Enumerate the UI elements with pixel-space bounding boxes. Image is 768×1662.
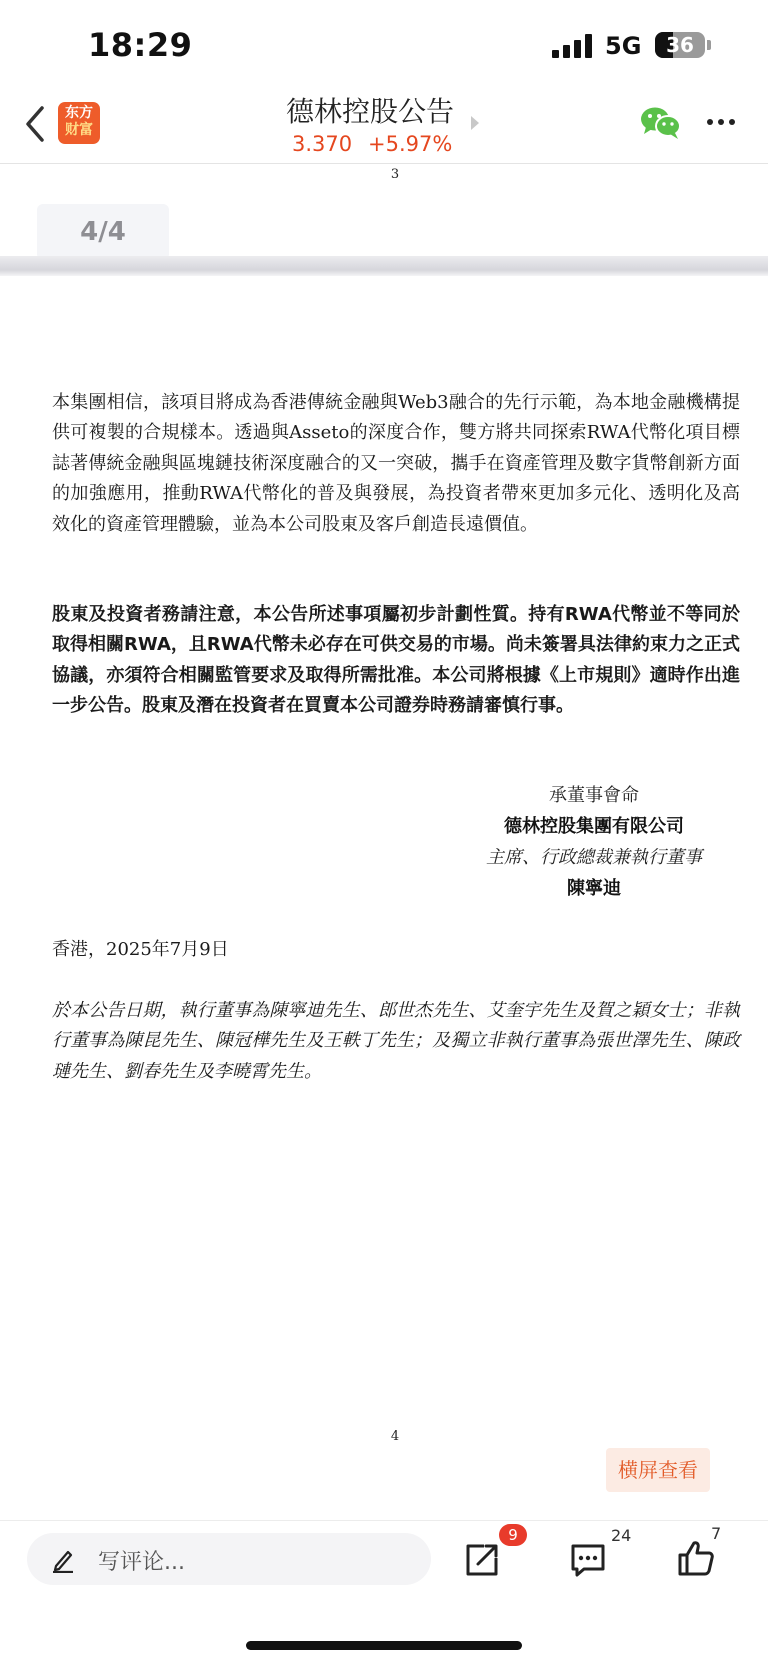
back-icon[interactable] xyxy=(22,104,50,144)
wechat-share-icon[interactable] xyxy=(640,106,682,140)
signature-name: 陳寧迪 xyxy=(567,878,621,899)
bottom-divider xyxy=(0,1520,768,1521)
caret-right-icon[interactable] xyxy=(471,116,479,130)
page-title[interactable]: 德林控股公告 xyxy=(285,95,454,128)
home-indicator xyxy=(246,1641,522,1650)
signature-role: 主席、行政總裁兼執行董事 xyxy=(486,847,702,868)
page-separator xyxy=(0,256,768,276)
battery-cap xyxy=(707,40,711,50)
stock-price: 3.370 xyxy=(292,132,353,156)
share-icon[interactable] xyxy=(462,1540,502,1580)
pen-icon xyxy=(50,1547,76,1573)
like-count: 7 xyxy=(711,1524,722,1543)
battery-icon xyxy=(655,32,705,58)
more-icon[interactable] xyxy=(707,119,737,127)
comment-input[interactable] xyxy=(27,1533,431,1585)
place-date: 香港，2025年7月9日 xyxy=(52,939,229,960)
header-divider xyxy=(0,163,768,164)
page-indicator: 4/4 xyxy=(37,204,169,260)
thumbs-up-icon[interactable] xyxy=(676,1538,716,1578)
comment-placeholder[interactable]: 写评论... xyxy=(98,1550,185,1575)
comment-icon[interactable] xyxy=(568,1540,608,1580)
network-type: 5G xyxy=(605,32,642,60)
app-logo xyxy=(58,102,100,144)
paragraph-notice: 股東及投資者務請注意，本公告所述事項屬初步計劃性質。持有RWA代幣並不等同於取得相關RWA，且RWA代幣未必存在可供交易的市場。尚未簽署具法律約束力之正式協議，亦須符合相關監管要求及取得所需批准。本公司將根據《上市規則》適時作出進一步公告。股東及潛在投資者在買賣本公司證券時務請審慎行事。 xyxy=(52,604,740,717)
logo-text-2: 财富 xyxy=(65,122,93,138)
signature-company: 德林控股集團有限公司 xyxy=(504,816,684,837)
status-time: 18:29 xyxy=(88,26,193,64)
share-badge: 9 xyxy=(499,1524,527,1546)
comment-count: 24 xyxy=(611,1526,632,1545)
battery-level: 36 xyxy=(666,33,694,57)
stock-change: +5.97% xyxy=(368,132,453,156)
landscape-view-button[interactable]: 横屏查看 xyxy=(606,1448,710,1492)
directors-paragraph: 於本公告日期，執行董事為陳寧迪先生、郎世杰先生、艾奎宇先生及賀之穎女士；非執行董事為陳昆先生、陳冠樺先生及王軼丁先生；及獨立非執行董事為張世澤先生、陳政璉先生、劉春先生及李曉霄先生。 xyxy=(52,1000,740,1082)
page-number: 4 xyxy=(390,1429,400,1444)
logo-text-1: 东方 xyxy=(65,105,93,121)
signature-line1: 承董事會命 xyxy=(549,785,639,806)
signal-icon xyxy=(552,34,594,58)
prev-page-number: 3 xyxy=(390,167,400,182)
paragraph-project: 本集團相信，該項目將成為香港傳統金融與Web3融合的先行示範，為本地金融機構提供可複製的合規樣本。透過與Asseto的深度合作，雙方將共同探索RWA代幣化項目標誌著傳統金融與區塊鏈技術深度融合的又一突破，攜手在資產管理及數字貨幣創新方面的加強應用，推動RWA代幣化的普及與發展，為投資者帶來更加多元化、透明化及高效化的資產管理體驗，並為本公司股東及客戶創造長遠價值。 xyxy=(52,392,740,535)
